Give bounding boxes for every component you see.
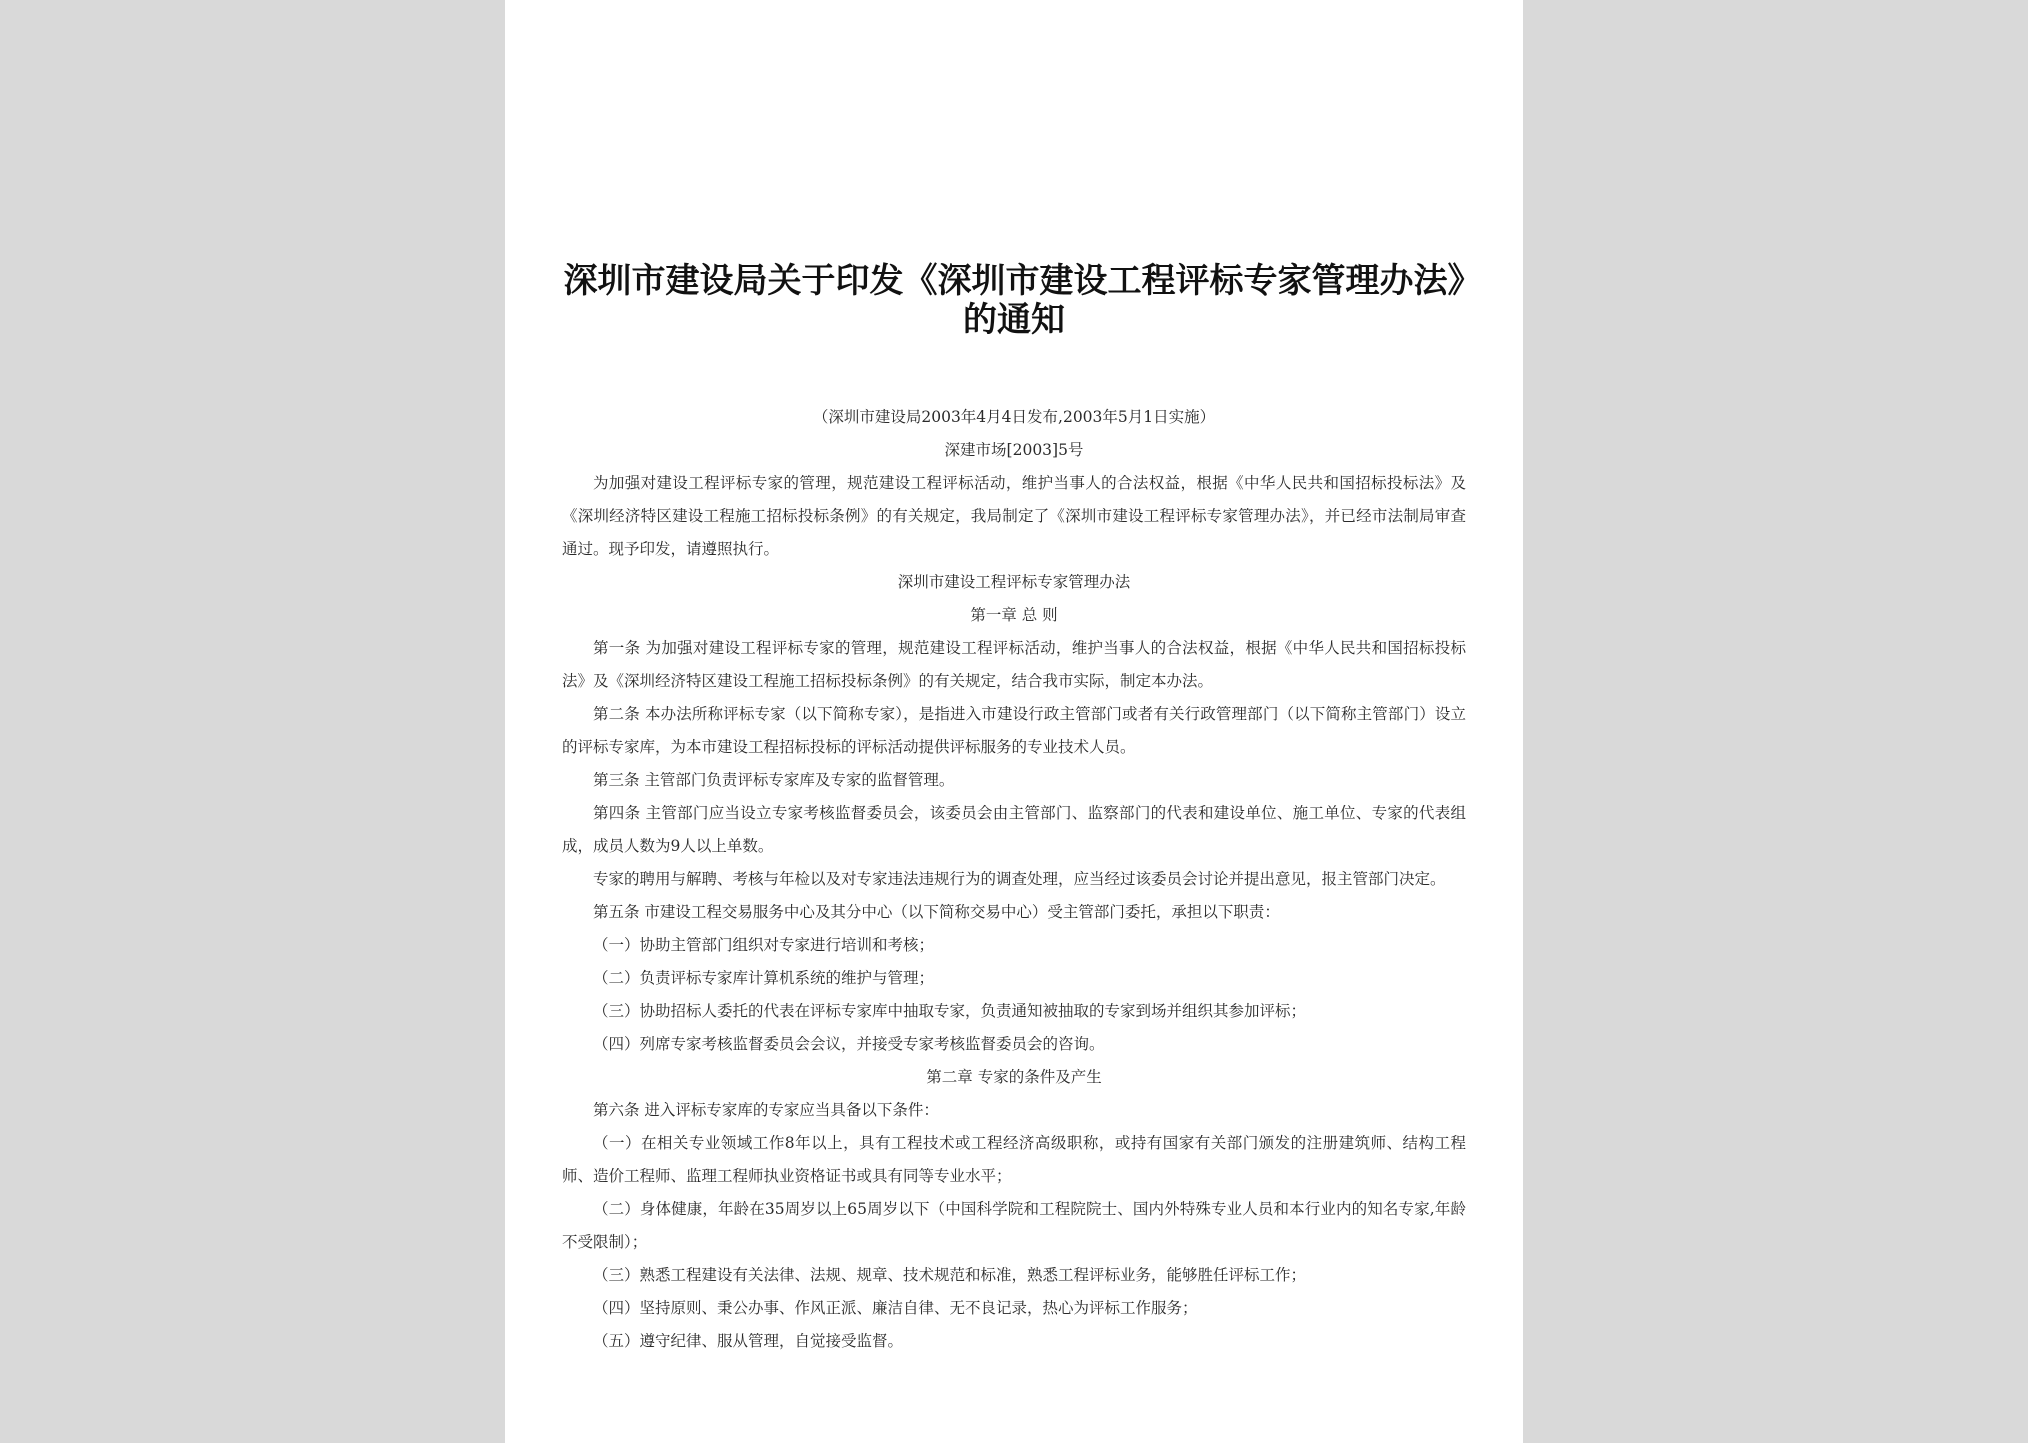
list-item: （二）负责评标专家库计算机系统的维护与管理；: [593, 969, 935, 987]
article-paragraph: 第六条 进入评标专家库的专家应当具备以下条件：: [593, 1101, 939, 1119]
document-title: 深圳市建设局关于印发《深圳市建设工程评标专家管理办法》的通知: [563, 261, 1465, 340]
document-number: 深建市场[2003]5号: [944, 441, 1084, 459]
list-item: （五）遵守纪律、服从管理，自觉接受监督。: [593, 1332, 904, 1350]
article-paragraph: 专家的聘用与解聘、考核与年检以及对专家违法违规行为的调查处理，应当经过该委员会讨论并提出意见，报主管部门决定。: [593, 870, 1446, 888]
intro-paragraph: 为加强对建设工程评标专家的管理，规范建设工程评标活动，维护当事人的合法权益，根据《中华人民共和国招标投标法》及《深圳经济特区建设工程施工招标投标条例》的有关规定，我局制定了《深圳市建设工程评标专家管理办法》，并已经市法制局审查通过。现予印发，请遵照执行。: [562, 474, 1466, 558]
list-item: （二）身体健康，年龄在35周岁以上65周岁以下（中国科学院和工程院院士、国内外特殊专业人员和本行业内的知名专家,年龄不受限制）；: [562, 1200, 1466, 1251]
regulation-title: 深圳市建设工程评标专家管理办法: [897, 573, 1131, 591]
article-paragraph: 第五条 市建设工程交易服务中心及其分中心（以下简称交易中心）受主管部门委托，承担以下职责：: [593, 903, 1280, 921]
article-paragraph: 第四条 主管部门应当设立专家考核监督委员会，该委员会由主管部门、监察部门的代表和建设单位、施工单位、专家的代表组成，成员人数为9人以上单数。: [562, 804, 1466, 855]
publication-info: （深圳市建设局2003年4月4日发布,2003年5月1日实施）: [812, 408, 1216, 426]
article-paragraph: 第一条 为加强对建设工程评标专家的管理，规范建设工程评标活动，维护当事人的合法权益，根据《中华人民共和国招标投标法》及《深圳经济特区建设工程施工招标投标条例》的有关规定，结合我市实际，制定本办法。: [562, 639, 1466, 690]
article-paragraph: 第三条 主管部门负责评标专家库及专家的监督管理。: [593, 771, 955, 789]
document-content: [562, 262, 1466, 1358]
chapter-heading: 第二章 专家的条件及产生: [926, 1068, 1102, 1086]
list-item: （三）熟悉工程建设有关法律、法规、规章、技术规范和标准，熟悉工程评标业务，能够胜任评标工作；: [593, 1266, 1307, 1284]
document-body: [562, 467, 1466, 1358]
document-page: [505, 0, 1523, 1443]
list-item: （一）协助主管部门组织对专家进行培训和考核；: [593, 936, 935, 954]
list-item: （四）列席专家考核监督委员会会议，并接受专家考核监督委员会的咨询。: [593, 1035, 1105, 1053]
list-item: （三）协助招标人委托的代表在评标专家库中抽取专家，负责通知被抽取的专家到场并组织其参加评标；: [593, 1002, 1307, 1020]
list-item: （一）在相关专业领域工作8年以上，具有工程技术或工程经济高级职称，或持有国家有关部门颁发的注册建筑师、结构工程师、造价工程师、监理工程师执业资格证书或具有同等专业水平；: [562, 1134, 1466, 1185]
list-item: （四）坚持原则、秉公办事、作风正派、廉洁自律、无不良记录，热心为评标工作服务；: [593, 1299, 1198, 1317]
article-paragraph: 第二条 本办法所称评标专家（以下简称专家），是指进入市建设行政主管部门或者有关行政管理部门（以下简称主管部门）设立的评标专家库，为本市建设工程招标投标的评标活动提供评标服务的专业技术人员。: [562, 705, 1466, 756]
chapter-heading: 第一章 总 则: [970, 606, 1058, 624]
